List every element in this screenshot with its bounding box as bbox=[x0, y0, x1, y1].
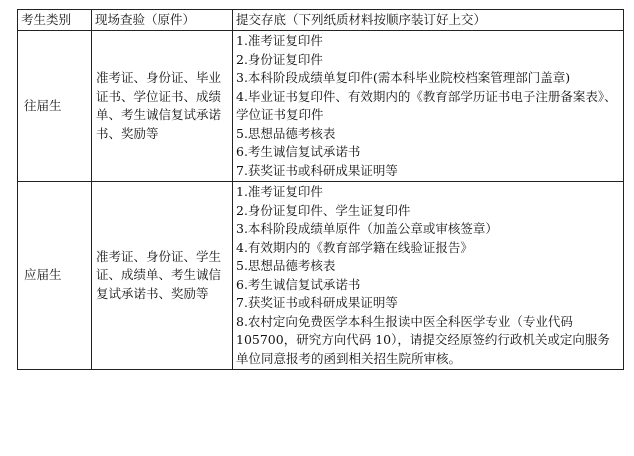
header-submit-copies: 提交存底（下列纸质材料按顺序装订好上交） bbox=[233, 10, 624, 31]
table-row-current-graduates bbox=[18, 182, 624, 370]
list-item: 1.准考证复印件 bbox=[236, 184, 323, 199]
list-item: 1.准考证复印件 bbox=[236, 33, 323, 48]
list-item: 3.本科阶段成绩单原件（加盖公章或审核签章） bbox=[236, 221, 498, 236]
list-item: 2.身份证复印件 bbox=[236, 51, 323, 67]
list-item: 4.毕业证书复印件、有效期内的《教育部学历证书电子注册备案表》、学位证书复印件 bbox=[236, 88, 617, 122]
onsite-cell: 准考证、身份证、毕业证书、学位证书、成绩单、考生诚信复试承诺书、奖励等 bbox=[92, 31, 233, 182]
list-item: 3.本科阶段成绩单复印件(需本科毕业院校档案管理部门盖章) bbox=[236, 70, 571, 85]
header-onsite-check: 现场查验（原件） bbox=[92, 10, 233, 31]
table-row-previous-graduates bbox=[18, 31, 624, 182]
list-item: 4.有效期内的《教育部学籍在线验证报告》 bbox=[236, 239, 473, 255]
list-item: 7.获奖证书或科研成果证明等 bbox=[236, 295, 398, 310]
list-item: 2.身份证复印件、学生证复印件 bbox=[236, 202, 411, 218]
header-category: 考生类别 bbox=[18, 10, 92, 31]
list-item: 6.考生诚信复试承诺书 bbox=[236, 276, 361, 292]
submit-list-cell bbox=[233, 182, 624, 370]
materials-table bbox=[17, 9, 624, 370]
list-item: 5.思想品德考核表 bbox=[236, 125, 336, 141]
submit-list-cell bbox=[233, 31, 624, 182]
onsite-cell: 准考证、身份证、学生证、成绩单、考生诚信复试承诺书、奖励等 bbox=[92, 182, 233, 370]
list-item: 8.农村定向免费医学本科生报读中医全科医学专业（专业代码 105700，研究方向代码 10），请提交经原签约行政机关或定向服务单位同意报考的函到相关招生院所审核。 bbox=[236, 313, 610, 366]
category-cell: 应届生 bbox=[18, 182, 92, 370]
header-row bbox=[18, 10, 624, 31]
list-item: 6.考生诚信复试承诺书 bbox=[236, 144, 361, 159]
list-item: 7.获奖证书或科研成果证明等 bbox=[236, 162, 398, 178]
list-item: 5.思想品德考核表 bbox=[236, 258, 336, 273]
category-cell: 往届生 bbox=[18, 31, 92, 182]
